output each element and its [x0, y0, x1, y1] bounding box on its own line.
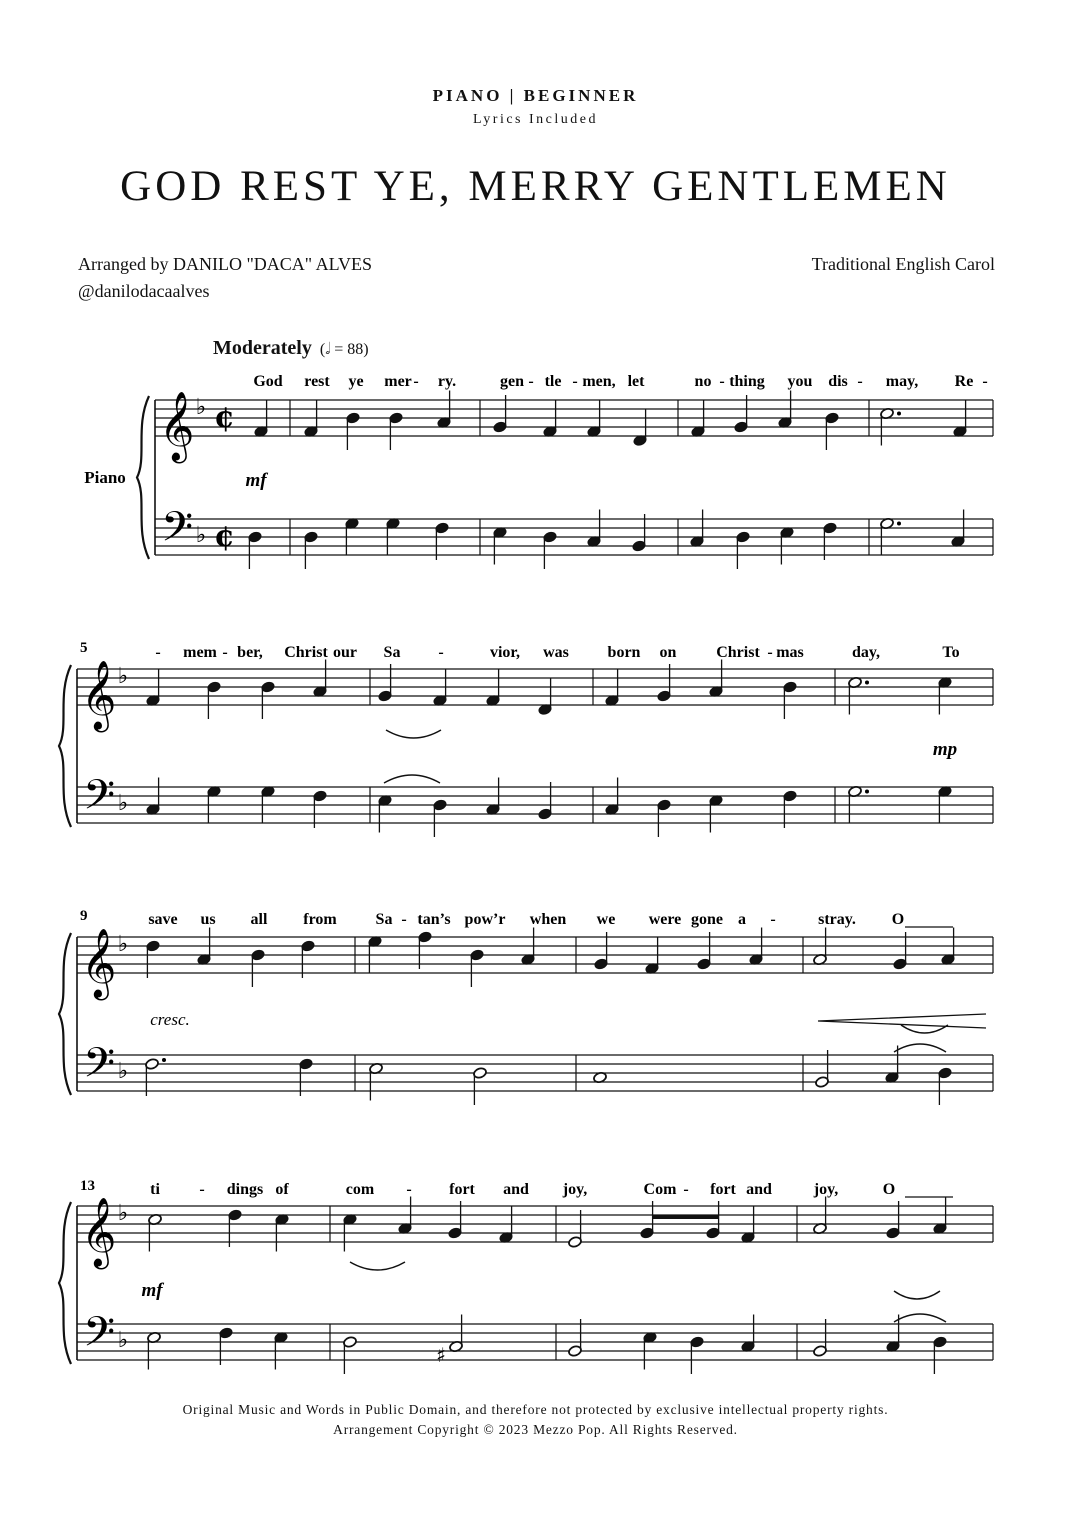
cut-time-icon: ¢ — [214, 519, 235, 554]
instrument-label: Piano — [84, 468, 126, 487]
lyric-syllable: and — [746, 1181, 772, 1198]
bass-note-dot — [162, 1058, 166, 1062]
grand-staff-brace — [59, 933, 71, 1095]
composer-credit: Traditional English Carol — [811, 254, 995, 274]
sharp-accidental-icon: ♯ — [436, 1343, 446, 1367]
lyric-syllable: dis — [828, 373, 848, 390]
lyric-syllable: - — [528, 373, 534, 390]
lyric-syllable: Re — [954, 373, 974, 390]
lyric-syllable: ry. — [437, 373, 457, 390]
lyric-syllable: tan’s — [417, 911, 451, 928]
lyric-syllable: joy, — [813, 1181, 839, 1198]
footer-public-domain: Original Music and Words in Public Domain, and therefore not protected by exclusive intellectual property rights. — [182, 1402, 889, 1417]
treble-note-dot — [865, 681, 869, 685]
grand-staff-brace — [59, 665, 71, 827]
lyric-syllable: - — [401, 911, 407, 928]
lyric-syllable: and — [503, 1181, 529, 1198]
lyric-syllable: mas — [776, 644, 804, 661]
lyric-syllable: when — [529, 911, 567, 928]
lyric-syllable: mem — [183, 644, 217, 661]
lyric-syllable: stray. — [818, 911, 856, 928]
lyric-syllable: let — [627, 373, 645, 390]
slur — [894, 1044, 946, 1052]
lyric-syllable: ti — [150, 1181, 160, 1198]
lyric-syllable: may, — [885, 373, 919, 390]
treble-clef-icon: 𝄞 — [81, 928, 117, 998]
lyric-syllable: all — [250, 911, 268, 928]
cut-time-icon: ¢ — [214, 400, 235, 435]
lyric-syllable: men, — [582, 373, 616, 390]
flat-key-signature-icon: ♭ — [117, 932, 129, 957]
slur — [894, 1314, 946, 1322]
lyric-syllable: O — [891, 911, 905, 928]
lyrics-included-note: Lyrics Included — [473, 112, 598, 127]
grand-staff-brace — [59, 1202, 71, 1364]
lyric-syllable: born — [607, 644, 641, 661]
lyric-syllable: Sa — [383, 644, 401, 661]
bass-note-dot — [865, 790, 869, 794]
lyric-syllable: were — [648, 911, 682, 928]
lyric-syllable: mer — [384, 373, 412, 390]
flat-key-signature-icon: ♭ — [117, 791, 129, 816]
footer-notice — [0, 1400, 1071, 1440]
lyric-syllable: our — [333, 644, 357, 661]
lyric-syllable: - — [199, 1181, 205, 1198]
lyric-syllable: pow’r — [464, 911, 506, 928]
treble-clef-icon: 𝄞 — [81, 660, 117, 730]
measure-number: 9 — [80, 908, 88, 924]
flat-key-signature-icon: ♭ — [117, 1201, 129, 1226]
measure-number: 5 — [80, 640, 88, 656]
lyric-syllable: To — [942, 644, 960, 661]
tempo-label: Moderately — [213, 337, 312, 359]
lyric-syllable: from — [303, 911, 337, 928]
lyric-syllable: joy, — [562, 1181, 588, 1198]
song-title: GOD REST YE, MERRY GENTLEMEN — [120, 163, 951, 210]
bass-clef-icon: 𝄢 — [83, 771, 116, 829]
lyric-syllable: vior, — [489, 644, 521, 661]
grand-staff-brace — [137, 396, 149, 559]
lyric-syllable: com — [345, 1181, 375, 1198]
lyric-syllable: of — [275, 1181, 289, 1198]
lyric-syllable: Christ — [716, 644, 760, 661]
treble-note-dot — [897, 412, 901, 416]
edition-subtitle: PIANO | BEGINNER — [432, 86, 639, 105]
lyric-syllable: dings — [226, 1181, 264, 1198]
lyric-syllable: rest — [304, 373, 330, 390]
flat-key-signature-icon: ♭ — [117, 1328, 129, 1353]
lyric-syllable: - — [982, 373, 988, 390]
arranger-handle: @danilodacaalves — [78, 281, 210, 301]
measure-number: 13 — [80, 1178, 95, 1194]
slur — [894, 1291, 940, 1299]
slur — [350, 1262, 405, 1270]
lyric-syllable: ber, — [237, 644, 263, 661]
lyric-syllable: gen — [500, 373, 524, 390]
lyric-syllable: a — [738, 911, 746, 928]
lyric-syllable: tle — [544, 373, 562, 390]
tempo-metronome: (𝅗𝅥 = 88) — [319, 341, 369, 358]
arranger-credit: Arranged by DANILO "DACA" ALVES — [78, 254, 373, 274]
lyric-syllable: on — [659, 644, 677, 661]
lyric-syllable: - — [438, 644, 444, 661]
slur — [384, 775, 440, 783]
lyric-syllable: - — [683, 1181, 689, 1198]
lyric-syllable: God — [253, 373, 283, 390]
dynamic-mf: mf — [141, 1280, 163, 1301]
flat-key-signature-icon: ♭ — [195, 395, 207, 420]
slur — [386, 730, 441, 738]
bass-clef-icon: 𝄢 — [83, 1308, 116, 1366]
dynamic-mf: mf — [245, 470, 267, 491]
flat-key-signature-icon: ♭ — [117, 664, 129, 689]
lyric-syllable: gone — [691, 911, 723, 928]
lyric-syllable: Com — [643, 1181, 677, 1198]
lyric-syllable: - — [413, 373, 419, 390]
bass-note-dot — [897, 522, 901, 526]
lyric-syllable: no — [694, 373, 712, 390]
lyric-syllable: - — [770, 911, 776, 928]
lyric-syllable: - — [719, 373, 725, 390]
lyric-syllable: fort — [710, 1181, 736, 1198]
flat-key-signature-icon: ♭ — [195, 523, 207, 548]
dynamic-mp: mp — [932, 739, 958, 760]
lyric-syllable: thing — [729, 373, 765, 390]
lyric-syllable: Sa — [375, 911, 393, 928]
lyric-syllable: was — [543, 644, 569, 661]
bass-clef-icon: 𝄢 — [161, 503, 194, 561]
lyric-syllable: Christ — [284, 644, 328, 661]
lyric-syllable: you — [787, 373, 813, 390]
lyric-syllable: - — [767, 644, 773, 661]
lyric-syllable: - — [857, 373, 863, 390]
flat-key-signature-icon: ♭ — [117, 1059, 129, 1084]
treble-clef-icon: 𝄞 — [81, 1197, 117, 1267]
lyric-syllable: O — [882, 1181, 896, 1198]
lyric-syllable: - — [155, 644, 161, 661]
lyric-syllable: us — [200, 911, 216, 928]
lyric-syllable: - — [572, 373, 578, 390]
lyric-syllable: - — [222, 644, 228, 661]
lyric-syllable: day, — [851, 644, 881, 661]
lyric-syllable: fort — [449, 1181, 475, 1198]
dynamic-cresc: cresc. — [150, 1010, 190, 1029]
bass-clef-icon: 𝄢 — [83, 1039, 116, 1097]
footer-copyright: Arrangement Copyright © 2023 Mezzo Pop. All Rights Reserved. — [333, 1422, 738, 1437]
lyric-syllable: we — [596, 911, 616, 928]
lyric-syllable: - — [406, 1181, 412, 1198]
lyric-syllable: save — [148, 911, 178, 928]
lyric-syllable: ye — [348, 373, 364, 390]
treble-clef-icon: 𝄞 — [159, 391, 195, 461]
